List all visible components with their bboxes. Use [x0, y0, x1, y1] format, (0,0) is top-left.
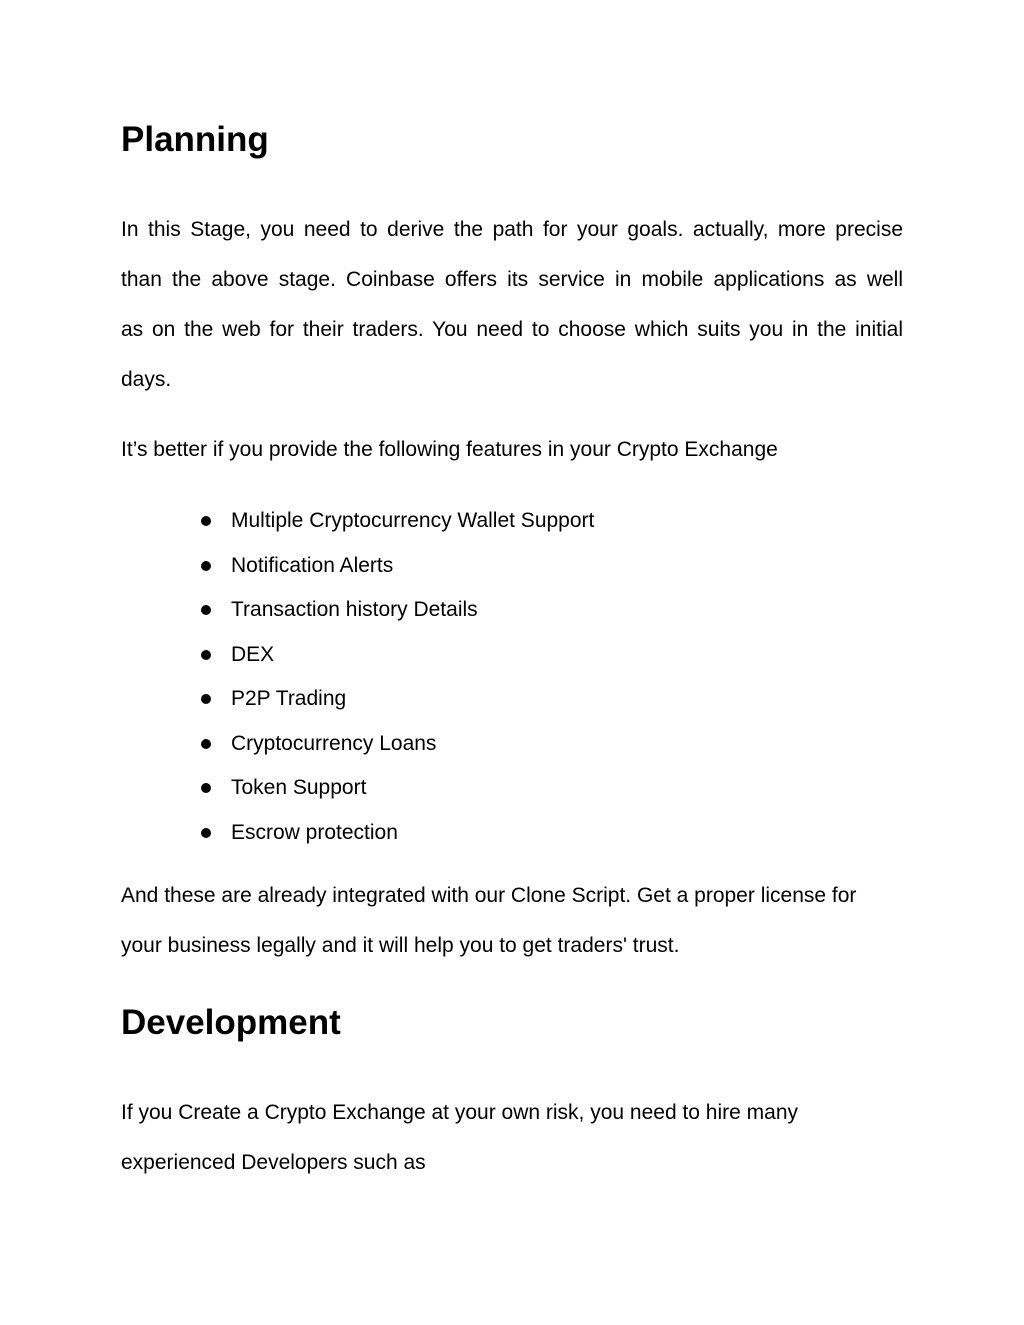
bullet-icon: [201, 516, 211, 526]
bullet-icon: [201, 650, 211, 660]
bullet-icon: [201, 561, 211, 571]
list-item: [201, 814, 594, 859]
bullet-icon: [201, 783, 211, 793]
list-item-label: Notification Alerts: [231, 553, 394, 577]
list-item: [201, 636, 594, 681]
list-item-label: Transaction history Details: [231, 598, 478, 621]
list-item: [201, 591, 594, 636]
list-item: [201, 725, 594, 770]
heading-planning: Planning: [121, 120, 269, 159]
bullet-icon: [201, 605, 211, 615]
paragraph-line: If you Create a Crypto Exchange at your own risk, you need to hire many: [121, 1101, 799, 1124]
list-item-label: Multiple Cryptocurrency Wallet Support: [231, 509, 595, 532]
development-paragraph: [121, 1088, 903, 1188]
bullet-icon: [201, 694, 211, 704]
heading-development: Development: [121, 1003, 341, 1042]
features-list: [201, 502, 594, 858]
list-item: [201, 547, 594, 592]
paragraph-line: And these are already integrated with our Clone Script. Get a proper license for: [121, 884, 857, 907]
bullet-icon: [201, 739, 211, 749]
list-item: [201, 769, 594, 814]
features-intro-paragraph: It’s better if you provide the following features in your Crypto Exchange: [121, 438, 778, 461]
list-item-label: DEX: [231, 642, 275, 666]
paragraph-line: In this Stage, you need to derive the path for your goals. actually, more precise: [121, 218, 903, 241]
list-item: [201, 680, 594, 725]
paragraph-line: as on the web for their traders. You need to choose which suits you in the initial: [121, 318, 903, 341]
paragraph-line: experienced Developers such as: [121, 1151, 426, 1174]
bullet-icon: [201, 828, 211, 838]
list-item-label: P2P Trading: [231, 687, 347, 710]
list-item: [201, 502, 594, 547]
paragraph-line: than the above stage. Coinbase offers its service in mobile applications as well: [121, 268, 903, 291]
paragraph-line: days.: [121, 368, 172, 391]
list-item-label: Cryptocurrency Loans: [231, 731, 437, 755]
planning-intro-paragraph: [121, 205, 903, 405]
list-item-label: Token Support: [231, 776, 367, 799]
clone-script-paragraph: [121, 871, 903, 971]
list-item-label: Escrow protection: [231, 820, 398, 844]
paragraph-line: your business legally and it will help you to get traders' trust.: [121, 934, 680, 957]
